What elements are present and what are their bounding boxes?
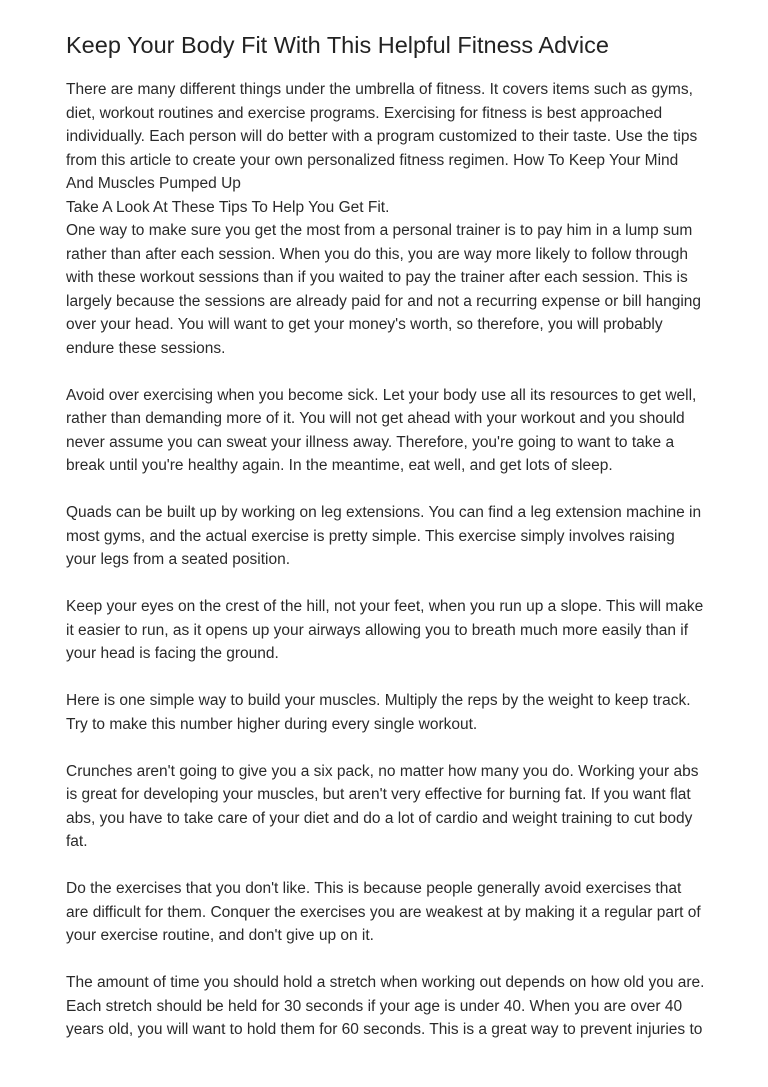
text-line: One way to make sure you get the most from a personal trainer is to pay him in a lump sum — [66, 222, 693, 239]
text-line: diet, workout routines and exercise programs. Exercising for fitness is best approached — [66, 104, 663, 122]
text-line: most gyms, and the actual exercise is pretty simple. This exercise simply involves raising — [66, 527, 675, 545]
text-line: Do the exercises that you don't like. This is because people generally avoid exercises that — [66, 880, 682, 897]
text-line: There are many different things under the umbrella of fitness. It covers items such as gyms, — [66, 81, 693, 98]
text-line: fat. — [66, 833, 88, 850]
paragraph-crunches — [66, 760, 706, 854]
text-line: Each stretch should be held for 30 seconds if your age is under 40. When you are over 40 — [66, 997, 683, 1015]
text-line: from this article to create your own personalized fitness regimen. How To Keep Your Mind — [66, 151, 679, 169]
text-line: Take A Look At These Tips To Help You Get Fit. — [66, 198, 390, 216]
text-line: break until you're healthy again. In the meantime, eat well, and get lots of sleep. — [66, 457, 613, 474]
text-line: are difficult for them. Conquer the exercises you are weakest at by making it a regular part of — [66, 903, 701, 921]
text-line: And Muscles Pumped Up — [66, 175, 241, 192]
text-line: your exercise routine, and don't give up on it. — [66, 927, 374, 944]
text-line: over your head. You will want to get your money's worth, so therefore, you will probably — [66, 316, 663, 333]
text-line: Try to make this number higher during every single workout. — [66, 715, 478, 733]
document-page — [66, 30, 706, 1042]
text-line: individually. Each person will do better with a program customized to their taste. Use the tips — [66, 128, 698, 145]
text-line: Here is one simple way to build your muscles. Multiply the reps by the weight to keep track. — [66, 692, 691, 709]
text-line: Avoid over exercising when you become sick. Let your body use all its resources to get well, — [66, 386, 697, 404]
text-line: your head is facing the ground. — [66, 645, 279, 662]
text-line: it easier to run, as it opens up your airways allowing you to breath much more easily than if — [66, 621, 689, 639]
paragraph-stretch — [66, 971, 706, 1042]
text-line: The amount of time you should hold a stretch when working out depends on how old you are. — [66, 974, 705, 991]
text-line: never assume you can sweat your illness away. Therefore, you're going to want to take a — [66, 433, 675, 451]
text-line: largely because the sessions are already paid for and not a recurring expense or bill hanging — [66, 292, 702, 310]
text-line: rather than demanding more of it. You will not get ahead with your workout and you should — [66, 410, 685, 427]
text-line: with these workout sessions than if you waited to pay the trainer after each session. This is — [66, 269, 688, 286]
text-line: abs, you have to take care of your diet and do a lot of cardio and weight training to cut body — [66, 809, 693, 827]
text-line: Quads can be built up by working on leg extensions. You can find a leg extension machine in — [66, 504, 702, 521]
paragraph-reps — [66, 689, 706, 736]
paragraph-exercises — [66, 877, 706, 948]
text-line: Keep your eyes on the crest of the hill, not your feet, when you run up a slope. This will make — [66, 598, 704, 615]
text-line: your legs from a seated position. — [66, 551, 291, 568]
paragraph-quads — [66, 501, 706, 572]
text-line: Crunches aren't going to give you a six pack, no matter how many you do. Working your abs — [66, 762, 699, 780]
text-line: years old, you will want to hold them for 60 seconds. This is a great way to prevent injuries to — [66, 1021, 703, 1038]
text-line: endure these sessions. — [66, 339, 226, 357]
text-line: is great for developing your muscles, but aren't very effective for burning fat. If you want flat — [66, 786, 691, 803]
paragraph-hill — [66, 595, 706, 666]
text-line: rather than after each session. When you do this, you are way more likely to follow through — [66, 245, 689, 263]
paragraph-intro — [66, 78, 706, 360]
document-title: Keep Your Body Fit With This Helpful Fitness Advice — [66, 32, 609, 58]
paragraph-sickness — [66, 384, 706, 478]
